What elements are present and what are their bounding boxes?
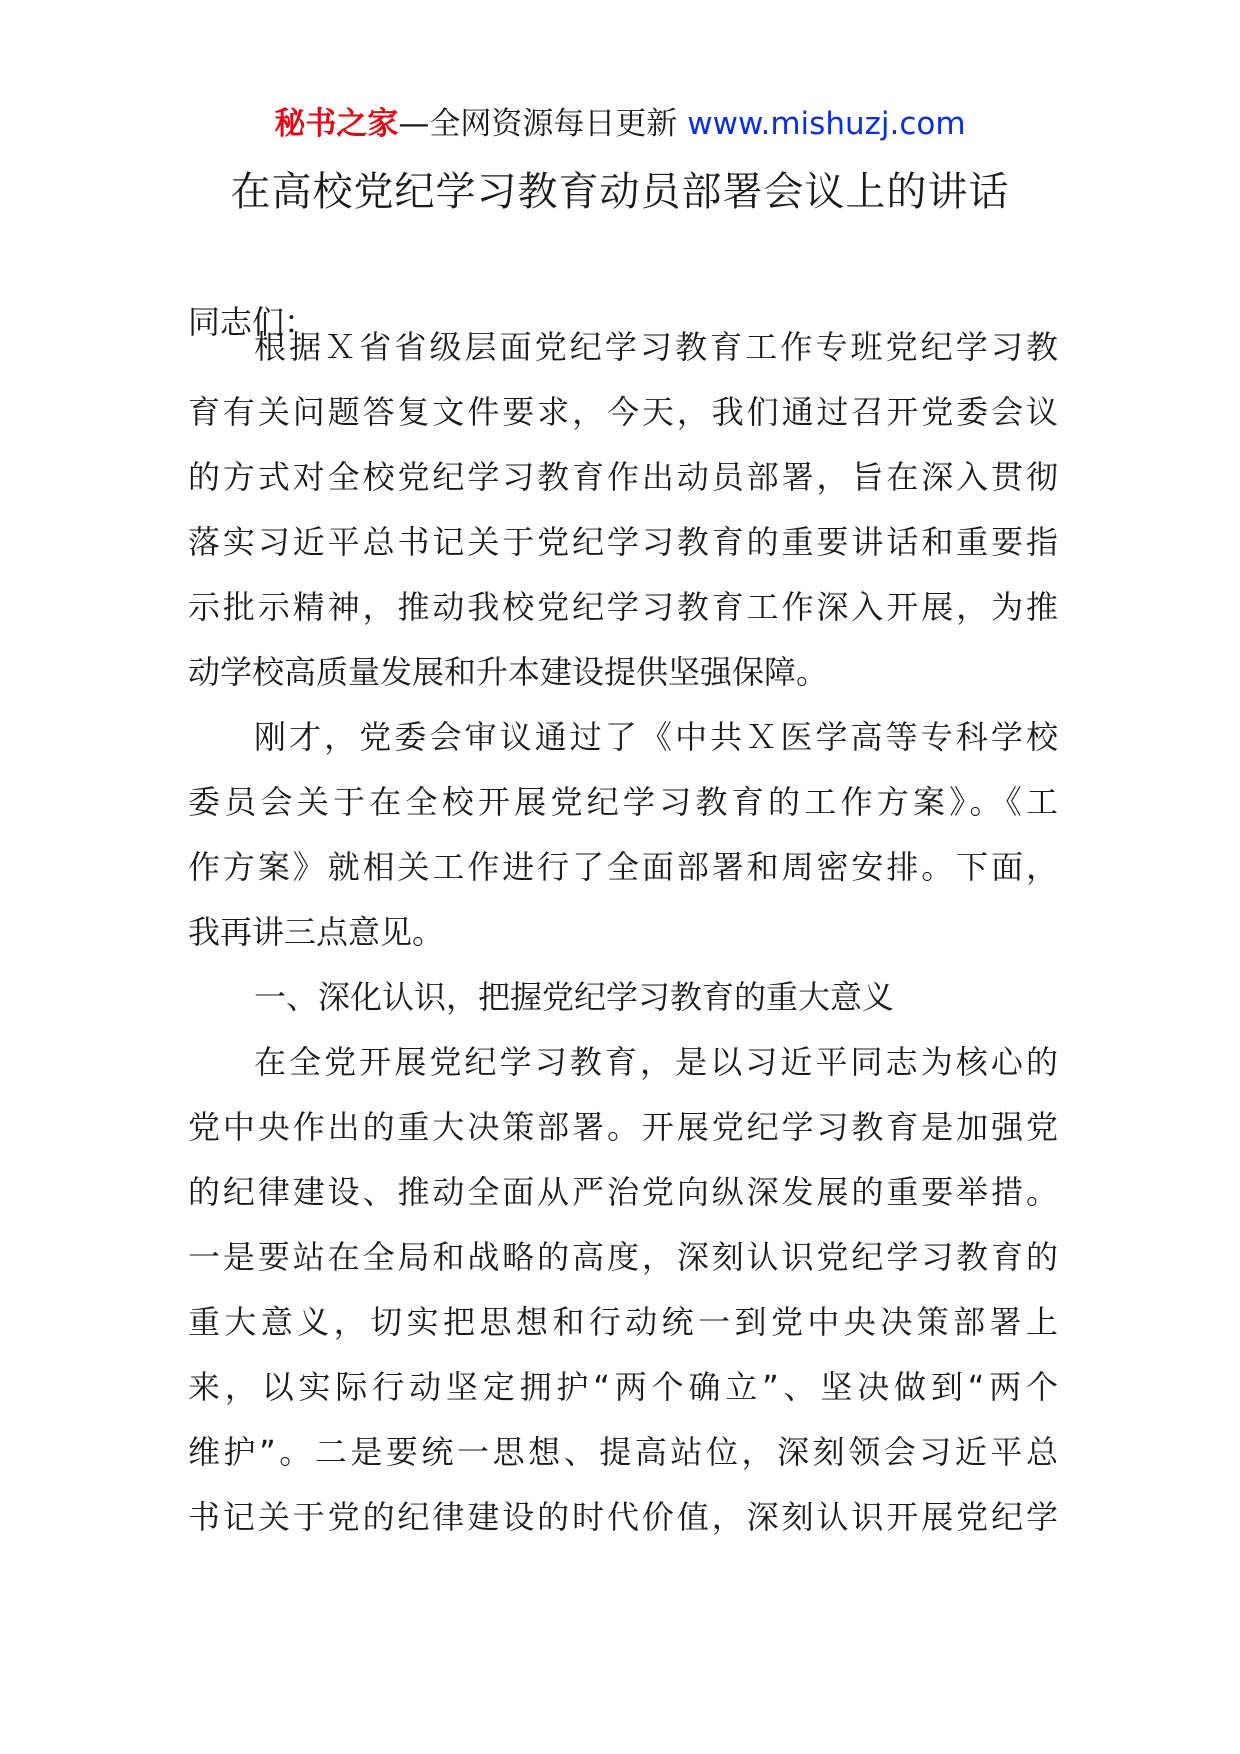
section-heading-1 [188,965,1058,1030]
paragraph-line: 示批示精神，推动我校党纪学习教育工作深入开展，为推 [188,588,1058,626]
paragraph-line: 在全党开展党纪学习教育，是以习近平同志为核心的 [254,1043,1058,1081]
paragraph-line: 刚才，党委会审议通过了《中共Ｘ医学高等专科学校 [254,718,1058,756]
paragraph-2 [188,705,1058,965]
site-tagline: —全网资源每日更新 [398,106,678,142]
paragraph-line: 委员会关于在全校开展党纪学习教育的工作方案》。《工 [188,783,1058,821]
paragraph-line: 一是要站在全局和战略的高度，深刻认识党纪学习教育的 [188,1238,1058,1276]
site-brand: 秘书之家 [274,106,399,142]
paragraph-line: 党中央作出的重大决策部署。开展党纪学习教育是加强党 [188,1108,1058,1146]
paragraph-line: 落实习近平总书记关于党纪学习教育的重要讲话和重要指 [188,523,1058,561]
paragraph-line: 的纪律建设、推动全面从严治党向纵深发展的重要举措。 [188,1173,1058,1211]
paragraph-line: 书记关于党的纪律建设的时代价值，深刻认识开展党纪学 [188,1498,1058,1536]
paragraph-line: 根据Ｘ省省级层面党纪学习教育工作专班党纪学习教 [254,328,1058,366]
paragraph-line: 作方案》就相关工作进行了全面部署和周密安排。下面， [188,848,1058,886]
paragraph-3 [188,1030,1058,1550]
paragraph-1 [188,315,1058,705]
document-title: 在高校党纪学习教育动员部署会议上的讲话 [230,169,1010,215]
site-header [0,102,1240,146]
salutation: 同志们： [188,303,317,341]
paragraph-line: 的方式对全校党纪学习教育作出动员部署，旨在深入贯彻 [188,458,1058,496]
paragraph-line: 动学校高质量发展和升本建设提供坚强保障。 [188,653,829,691]
paragraph-line: 来，以实际行动坚定拥护“两个确立”、坚决做到“两个 [188,1368,1058,1406]
paragraph-line: 育有关问题答复文件要求，今天，我们通过召开党委会议 [188,393,1058,431]
paragraph-line: 我再讲三点意见。 [188,913,445,951]
section-heading: 一、深化认识，把握党纪学习教育的重大意义 [254,978,895,1016]
paragraph-line: 维护”。二是要统一思想、提高站位，深刻领会习近平总 [188,1433,1058,1471]
paragraph-line: 重大意义，切实把思想和行动统一到党中央决策部署上 [188,1303,1058,1341]
site-url-link[interactable]: www.mishuzj.com [687,106,966,142]
